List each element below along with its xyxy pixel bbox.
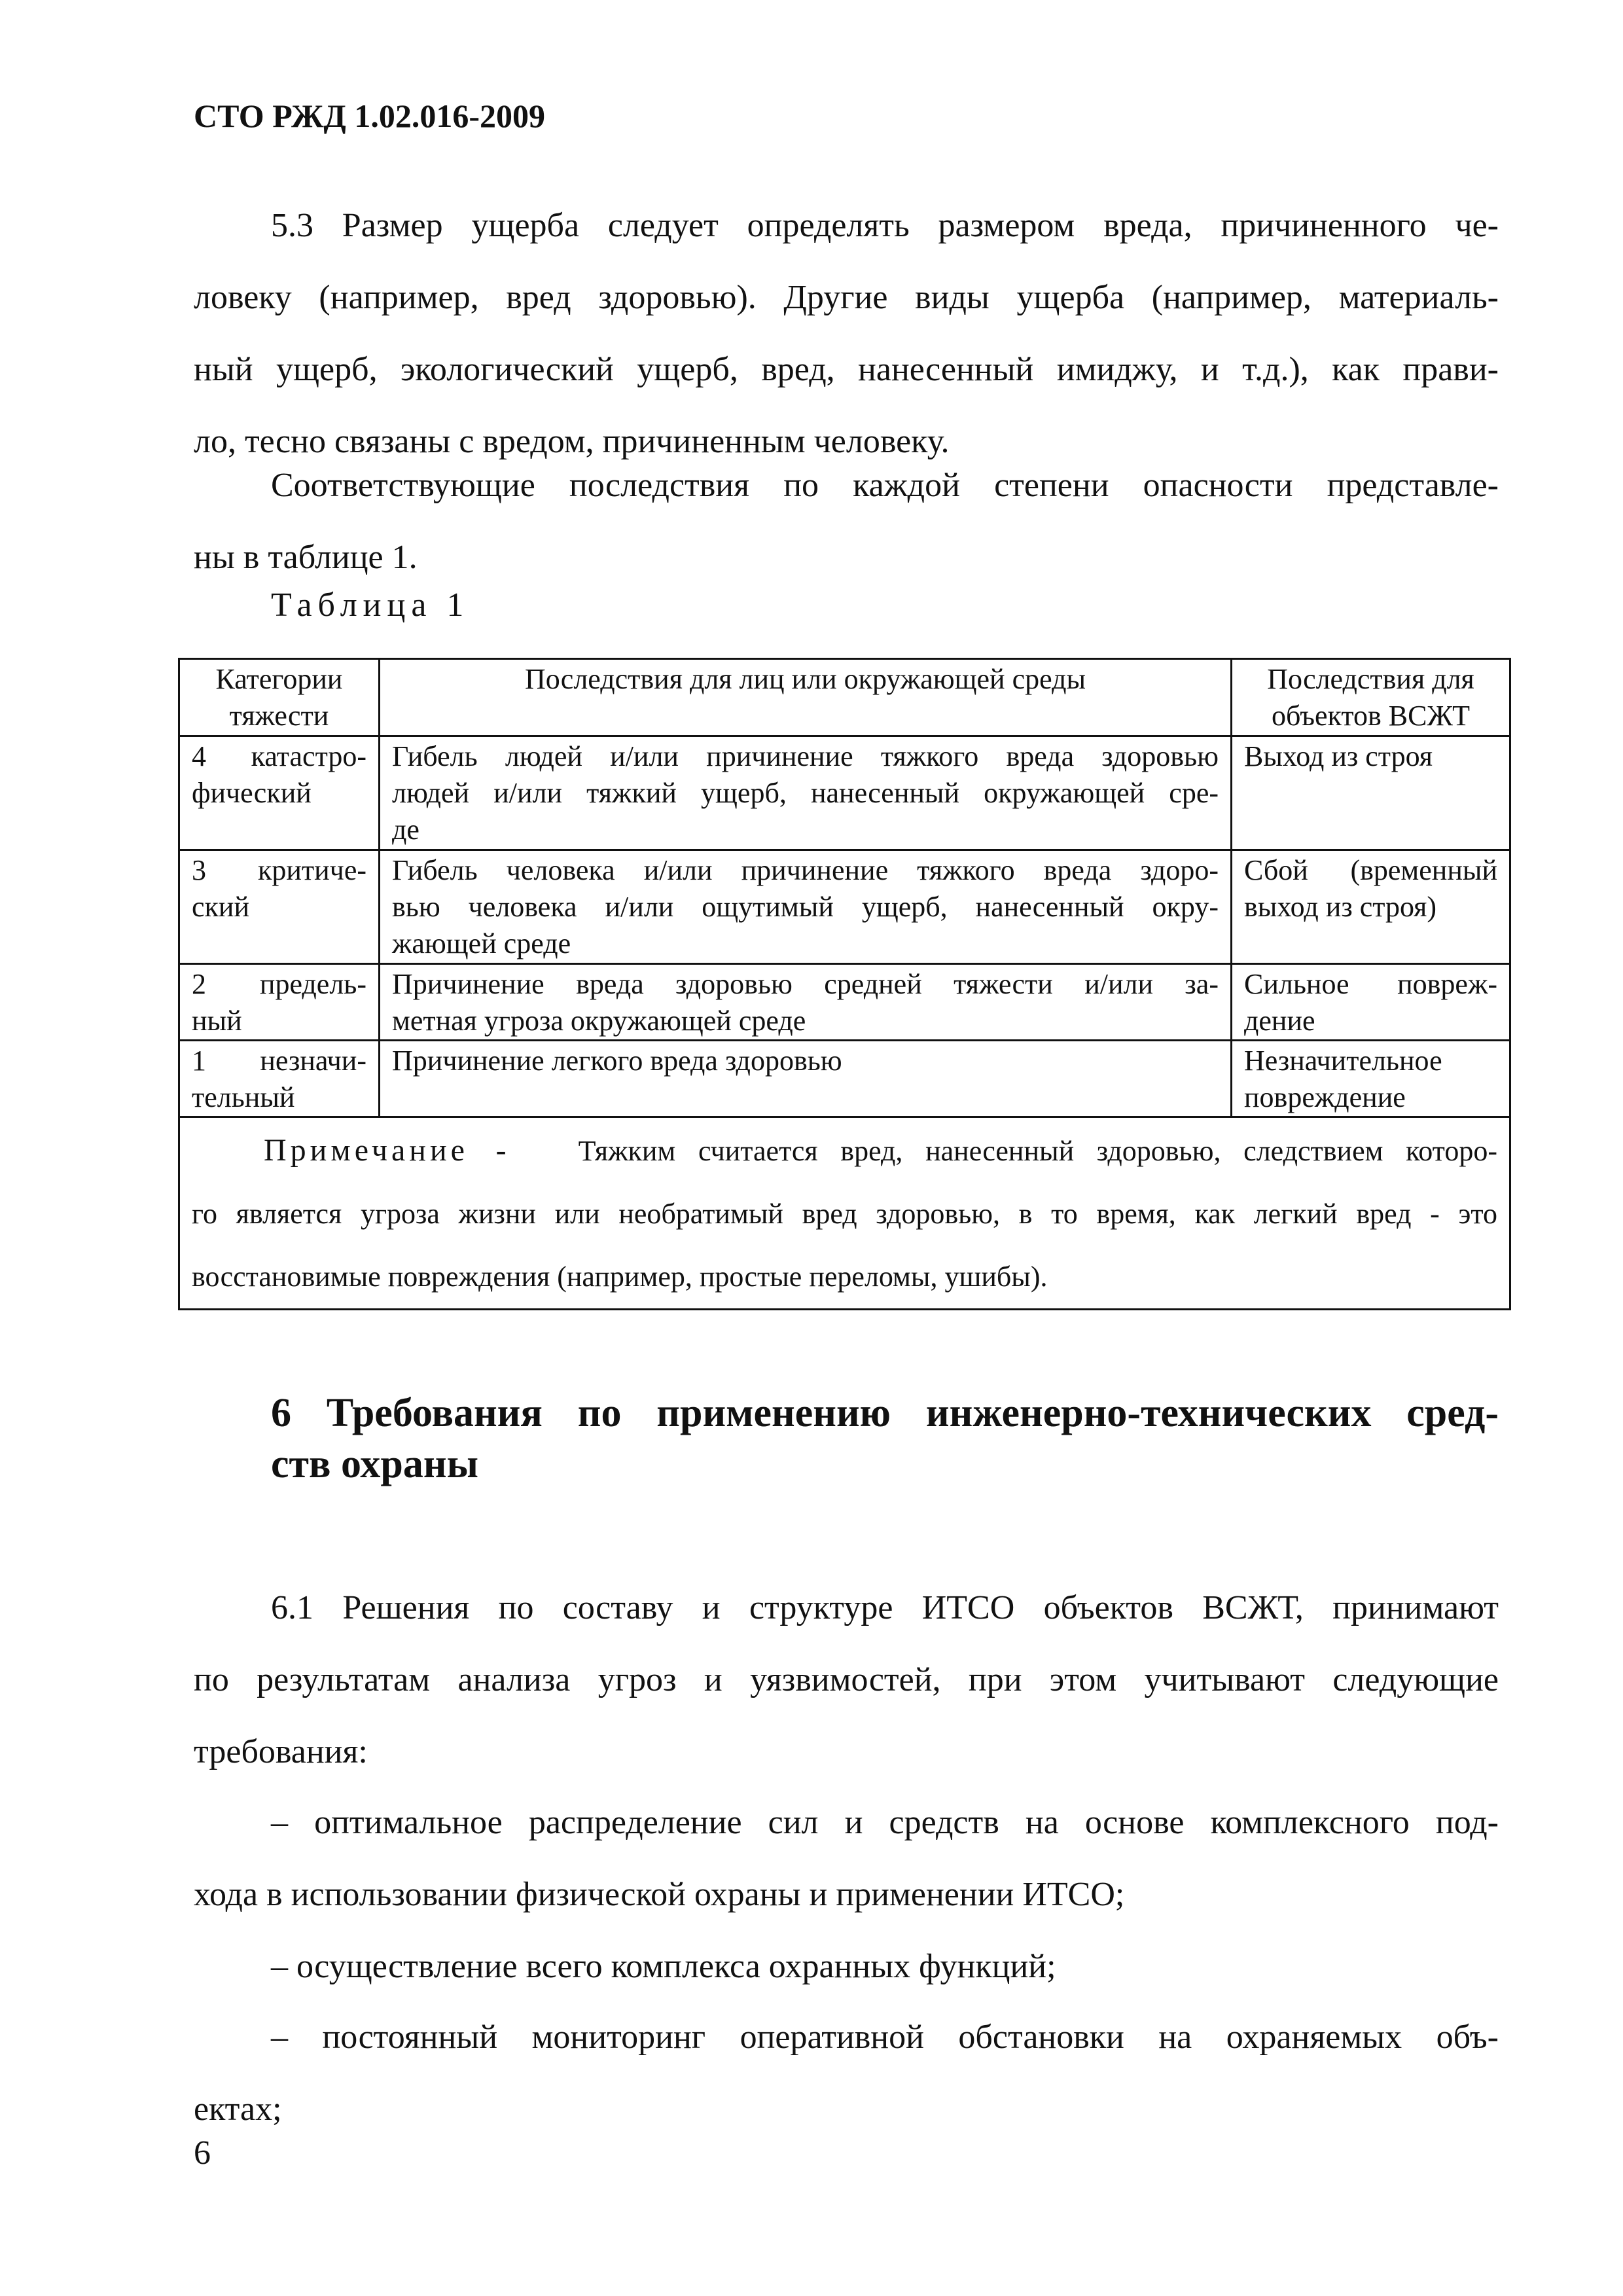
cell-text: Выход из строя (1244, 740, 1433, 772)
heading-line: ств охраны (271, 1442, 479, 1486)
cell-text: Незначительное (1244, 1045, 1442, 1077)
cell-text: ный (192, 1005, 242, 1037)
text-line: – осуществление всего комплекса охранных функций; (271, 1948, 1056, 1985)
header-category (179, 659, 380, 736)
cell-text: жающей среде (392, 927, 571, 960)
severity-table (178, 658, 1511, 1310)
cell-text: метная угроза окружающей среде (392, 1005, 806, 1037)
paragraph-6-1 (194, 1572, 1499, 1788)
header-text: Последствия для (1267, 663, 1474, 695)
cell-category (179, 850, 380, 964)
cell-text: де (392, 814, 419, 846)
cell-text: Сильное повреж- (1244, 968, 1497, 1000)
header-objects (1232, 659, 1510, 736)
cell-objects (1232, 736, 1510, 850)
table-row (179, 964, 1510, 1041)
note-line: восстановимые повреждения (например, простые переломы, ушибы). (192, 1261, 1048, 1293)
cell-text: Гибель человека и/или причинение тяжкого вреда здоро- (392, 854, 1219, 886)
bullet-item (194, 1787, 1499, 1931)
page-number: 6 (194, 2134, 211, 2172)
paragraph-consequences (194, 450, 1499, 594)
cell-people (380, 1041, 1232, 1117)
text-line: 5.3 Размер ущерба следует определять размером вреда, причиненного че- (271, 207, 1499, 244)
cell-text: вью человека и/или ощутимый ущерб, нанесенный окру- (392, 891, 1219, 923)
table-header-row (179, 659, 1510, 736)
section-heading (271, 1388, 1499, 1490)
text-line: хода в использовании физической охраны и применении ИТСО; (194, 1876, 1125, 1913)
cell-text: Причинение легкого вреда здоровью (392, 1045, 842, 1077)
text-line: 6.1 Решения по составу и структуре ИТСО объектов ВСЖТ, принимают (271, 1589, 1499, 1626)
cell-people (380, 736, 1232, 850)
header-people: Последствия для лиц или окружающей среды (380, 659, 1232, 736)
cell-text: 3 критиче- (192, 854, 366, 886)
cell-text: ский (192, 891, 249, 923)
cell-objects (1232, 850, 1510, 964)
cell-category (179, 736, 380, 850)
cell-text: фический (192, 777, 312, 809)
header-text: Категории (215, 663, 343, 695)
cell-text: Сбой (временный (1244, 854, 1497, 886)
document-code: СТО РЖД 1.02.016-2009 (194, 98, 545, 134)
table-note-row (179, 1117, 1510, 1310)
table-row (179, 1041, 1510, 1117)
note-line: го является угроза жизни или необратимый вред здоровью, в то время, как легкий вред - это (192, 1198, 1497, 1230)
text-line: ектах; (194, 2090, 282, 2128)
cell-text: 2 предель- (192, 968, 366, 1000)
cell-text: выход из строя) (1244, 891, 1437, 923)
cell-text: тельный (192, 1081, 295, 1113)
table-row (179, 736, 1510, 850)
cell-objects (1232, 964, 1510, 1041)
bullet-item (194, 2001, 1499, 2145)
text-line: ны в таблице 1. (194, 539, 418, 576)
cell-text: повреждение (1244, 1081, 1406, 1113)
note-text: Тяжким считается вред, нанесенный здоровью, следствием которо- (578, 1135, 1497, 1167)
bullet-item (194, 1931, 1499, 2003)
text-line: по результатам анализа угроз и уязвимостей, при этом учитывают следующие (194, 1661, 1499, 1698)
text-line: требования: (194, 1733, 368, 1770)
text-line: – оптимальное распределение сил и средств на основе комплексного под- (271, 1804, 1499, 1841)
paragraph-5-3 (194, 190, 1499, 478)
cell-text: дение (1244, 1005, 1315, 1037)
table-caption: Таблица 1 (271, 586, 470, 624)
cell-objects (1232, 1041, 1510, 1117)
text-line: ловеку (например, вред здоровью). Другие виды ущерба (например, материаль- (194, 279, 1499, 316)
cell-text: Гибель людей и/или причинение тяжкого вреда здоровью (392, 740, 1219, 772)
text-line: ло, тесно связаны с вредом, причиненным человеку. (194, 423, 950, 460)
header-text: объектов ВСЖТ (1271, 700, 1471, 732)
cell-text: людей и/или тяжкий ущерб, нанесенный окружающей сре- (392, 777, 1219, 809)
cell-text: Причинение вреда здоровью средней тяжести и/или за- (392, 968, 1219, 1000)
cell-category (179, 1041, 380, 1117)
cell-text: 1 незначи- (192, 1045, 366, 1077)
cell-text: 4 катастро- (192, 740, 366, 772)
text-line: – постоянный мониторинг оперативной обстановки на охраняемых объ- (271, 2018, 1499, 2056)
text-line: ный ущерб, экологический ущерб, вред, нанесенный имиджу, и т.д.), как прави- (194, 351, 1499, 388)
text-line: Соответствующие последствия по каждой степени опасности представле- (271, 467, 1499, 504)
note-label: Примечание - (264, 1133, 510, 1168)
note-line (192, 1119, 1497, 1183)
heading-line: 6 Требования по применению инженерно-технических сред- (271, 1391, 1499, 1435)
table-note (179, 1117, 1510, 1310)
header-text: тяжести (229, 700, 329, 732)
table-row (179, 850, 1510, 964)
cell-people (380, 850, 1232, 964)
cell-people (380, 964, 1232, 1041)
cell-category (179, 964, 380, 1041)
